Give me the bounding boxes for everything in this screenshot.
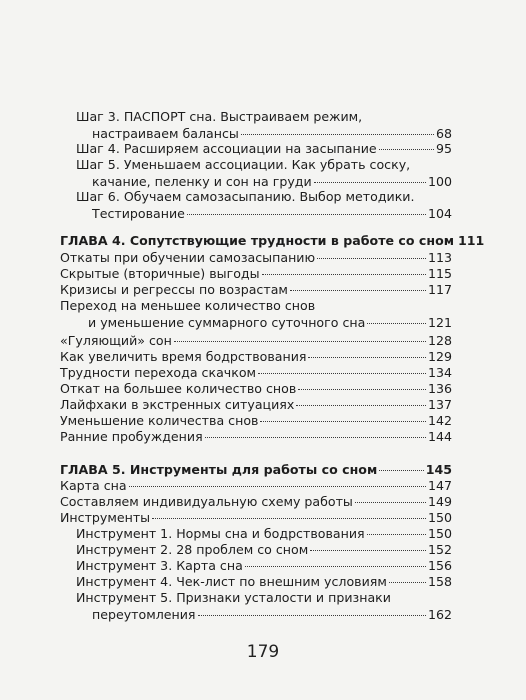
dot-leader [205,437,426,438]
toc-entry-line [60,397,452,413]
toc-entry-line [76,526,452,542]
toc-entry-line [60,298,315,314]
toc-entry-title: Шаг 5. Уменьшаем ассоциации. Как убрать соску, [76,157,411,172]
toc-entry-line [60,266,452,282]
toc-entry-line [76,189,415,205]
toc-entry-title: Ранние пробуждения [60,429,203,444]
toc-entry-line [76,157,410,173]
dot-leader [314,182,426,183]
toc-entry-page: 145 [425,462,452,477]
toc-entry-title: Лайфхаки в экстренных ситуациях [60,397,295,412]
toc-entry-page: 137 [427,397,452,412]
toc-entry-line [92,174,452,190]
toc-entry-title: «Гуляющий» сон [60,333,172,348]
toc-entry-line [76,542,452,558]
toc-entry-page: 147 [427,478,452,493]
toc-entry-page: 111 [458,233,485,248]
toc-entry-page: 129 [427,349,452,364]
toc-entry-line [92,206,452,222]
toc-entry-title: Инструменты [60,510,151,525]
dot-leader [290,290,426,291]
toc-entry-title: Переход на меньшее количество снов [60,298,316,313]
dot-leader [258,373,426,374]
dot-leader [129,486,426,487]
toc-entry-page: 162 [427,607,452,622]
dot-leader [187,214,426,215]
dot-leader [308,357,426,358]
toc-entry-title: Инструмент 4. Чек-лист по внешним условиям [76,574,387,589]
toc-entry-line [60,282,452,298]
toc-entry-line [60,462,452,478]
toc-entry-line [76,590,391,606]
toc-entry-line [76,558,452,574]
toc-entry-page: 149 [427,494,452,509]
toc-entry-title: Инструмент 2. 28 проблем со сном [76,542,309,557]
toc-entry-page: 134 [427,365,452,380]
dot-leader [298,389,426,390]
toc-entry-line [60,381,452,397]
toc-entry-page: 150 [427,526,452,541]
toc-entry-title: Откаты при обучении самозасыпанию [60,250,316,265]
toc-entry-title: ГЛАВА 4. Сопутствующие трудности в работе со сном [60,233,455,248]
toc-entry-page: 150 [427,510,452,525]
toc-entry-title: Шаг 4. Расширяем ассоциации на засыпание [76,141,377,156]
dot-leader [260,421,426,422]
dot-leader [379,470,423,471]
toc-entry-line [76,574,452,590]
toc-entry-title: переутомления [92,607,196,622]
toc-entry-line [88,315,452,331]
toc-entry-line [60,494,452,510]
toc-entry-line [60,478,452,494]
toc-entry-page: 142 [427,413,452,428]
toc-entry-page: 113 [427,250,452,265]
dot-leader [245,566,426,567]
toc-entry-title: Карта сна [60,478,127,493]
toc-entry-page: 136 [427,381,452,396]
toc-entry-line [60,250,452,266]
dot-leader [152,518,426,519]
toc-entry-title: Трудности перехода скачком [60,365,257,380]
toc-entry-line [92,126,452,142]
toc-entry-line [60,333,452,349]
toc-entry-line [60,365,452,381]
toc-entry-page: 158 [427,574,452,589]
dot-leader [174,341,426,342]
dot-leader [367,323,426,324]
toc-entry-page: 68 [435,126,452,141]
toc-entry-title: Инструмент 1. Нормы сна и бодрствования [76,526,365,541]
toc-entry-page: 152 [427,542,452,557]
dot-leader [367,534,426,535]
toc-entry-title: Инструмент 3. Карта сна [76,558,243,573]
toc-entry-title: Как увеличить время бодрствования [60,349,307,364]
toc-entry-line [76,141,452,157]
toc-entry-title: качание, пеленку и сон на груди [92,174,312,189]
toc-entry-title: Шаг 6. Обучаем самозасыпанию. Выбор методики. [76,189,415,204]
toc-entry-title: Уменьшение количества снов [60,413,259,428]
toc-entry-title: Шаг 3. ПАСПОРТ сна. Выстраиваем режим, [76,109,363,124]
dot-leader [241,134,434,135]
toc-entry-title: Составляем индивидуальную схему работы [60,494,353,509]
toc-entry-page: 121 [427,315,452,330]
toc-entry-line [76,109,362,125]
toc-entry-line [92,607,452,623]
page-number: 179 [246,642,280,662]
toc-entry-page: 156 [427,558,452,573]
toc-entry-title: Откат на большее количество снов [60,381,297,396]
toc-entry-page: 100 [427,174,452,189]
dot-leader [310,550,426,551]
toc-entry-title: Тестирование [92,206,185,221]
dot-leader [355,502,426,503]
dot-leader [389,582,426,583]
toc-entry-page: 117 [427,282,452,297]
toc-entry-line [60,510,452,526]
toc-entry-title: ГЛАВА 5. Инструменты для работы со сном [60,462,378,477]
dot-leader [198,615,426,616]
toc-entry-line [60,349,452,365]
toc-entry-line [60,429,452,445]
toc-entry-title: и уменьшение суммарного суточного сна [88,315,366,330]
toc-entry-title: Кризисы и регрессы по возрастам [60,282,288,297]
dot-leader [379,149,434,150]
toc-entry-page: 95 [435,141,452,156]
toc-entry-title: Скрытые (вторичные) выгоды [60,266,260,281]
dot-leader [296,405,426,406]
toc-entry-page: 144 [427,429,452,444]
toc-entry-line [60,413,452,429]
toc-entry-title: Инструмент 5. Признаки усталости и признаки [76,590,391,605]
toc-entry-page: 128 [427,333,452,348]
dot-leader [262,274,426,275]
toc-entry-page: 115 [427,266,452,281]
dot-leader [317,258,426,259]
toc-entry-page: 104 [427,206,452,221]
toc-entry-title: настраиваем балансы [92,126,239,141]
toc-entry-line [60,233,485,249]
